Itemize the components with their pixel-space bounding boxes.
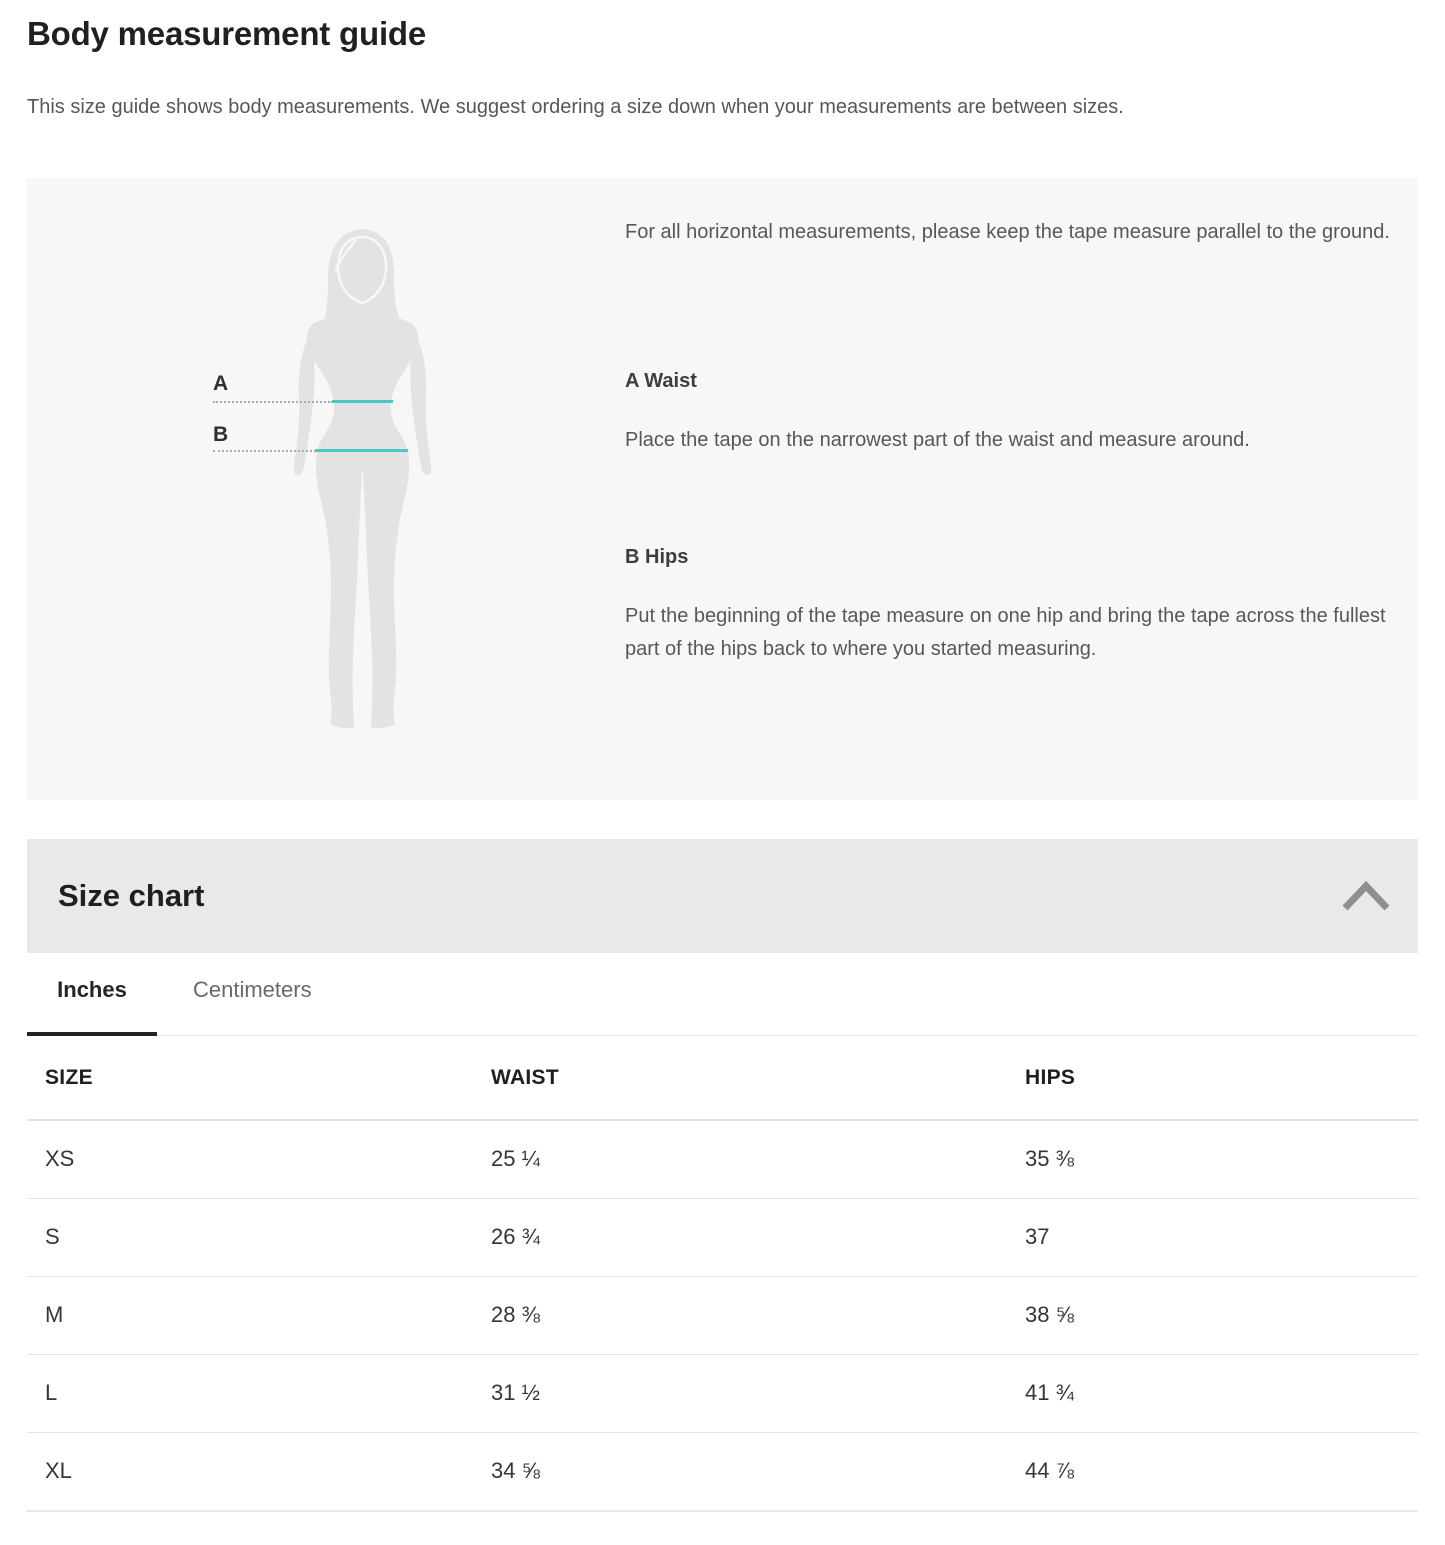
hips-leader-line [213,450,316,452]
waist-cell: 26 ¾ [473,1199,1007,1277]
marker-b-label: B [213,423,229,446]
table-row-s [27,1199,1418,1277]
size-table [27,1036,1418,1512]
body-measurement-guide-page [0,14,1445,1512]
waist-leader-line [213,401,333,403]
waist-measure-line [332,400,393,403]
hips-cell: 44 ⅞ [1007,1433,1418,1512]
guide-text-column [625,178,1397,800]
hips-cell: 41 ¾ [1007,1355,1418,1433]
table-row-xs [27,1120,1418,1199]
column-header-hips: HIPS [1007,1036,1418,1120]
size-cell: S [27,1199,473,1277]
collapse-button[interactable] [1340,878,1392,916]
column-header-size: SIZE [27,1036,473,1120]
size-table-header-row [27,1036,1418,1120]
hips-heading: B Hips [625,546,689,568]
waist-cell: 28 ⅜ [473,1277,1007,1355]
unit-tabs [27,953,1418,1036]
waist-cell: 25 ¼ [473,1120,1007,1199]
table-row-m [27,1277,1418,1355]
tab-centimeters[interactable]: Centimeters [193,953,312,1036]
tab-inches[interactable]: Inches [27,953,157,1036]
size-chart-title: Size chart [58,878,205,913]
page-title: Body measurement guide [27,15,427,52]
waist-heading: A Waist [625,370,697,392]
size-cell: L [27,1355,473,1433]
size-chart-section [27,839,1418,1512]
waist-cell: 34 ⅝ [473,1433,1007,1512]
column-header-waist: WAIST [473,1036,1007,1120]
size-cell: M [27,1277,473,1355]
size-cell: XS [27,1120,473,1199]
body-silhouette [290,227,435,732]
measurement-guide-panel [27,178,1418,800]
hips-cell: 37 [1007,1199,1418,1277]
table-row-xl [27,1433,1418,1512]
hips-cell: 38 ⅝ [1007,1277,1418,1355]
guide-intro-text: For all horizontal measurements, please keep the tape measure parallel to the ground. [625,221,1390,243]
size-cell: XL [27,1433,473,1512]
chevron-up-icon [1340,878,1392,916]
waist-description: Place the tape on the narrowest part of the waist and measure around. [625,429,1250,451]
table-row-l [27,1355,1418,1433]
hips-measure-line [315,449,408,452]
intro-text: This size guide shows body measurements. We suggest ordering a size down when your measurements are between sizes. [27,96,1124,118]
hips-cell: 35 ⅜ [1007,1120,1418,1199]
size-chart-accordion-header[interactable] [27,839,1418,953]
marker-a-label: A [213,372,229,395]
hips-description: Put the beginning of the tape measure on one hip and bring the tape across the fullest part of the hips back to where you started measuring. [625,605,1386,660]
waist-cell: 31 ½ [473,1355,1007,1433]
figure-area [290,227,435,732]
